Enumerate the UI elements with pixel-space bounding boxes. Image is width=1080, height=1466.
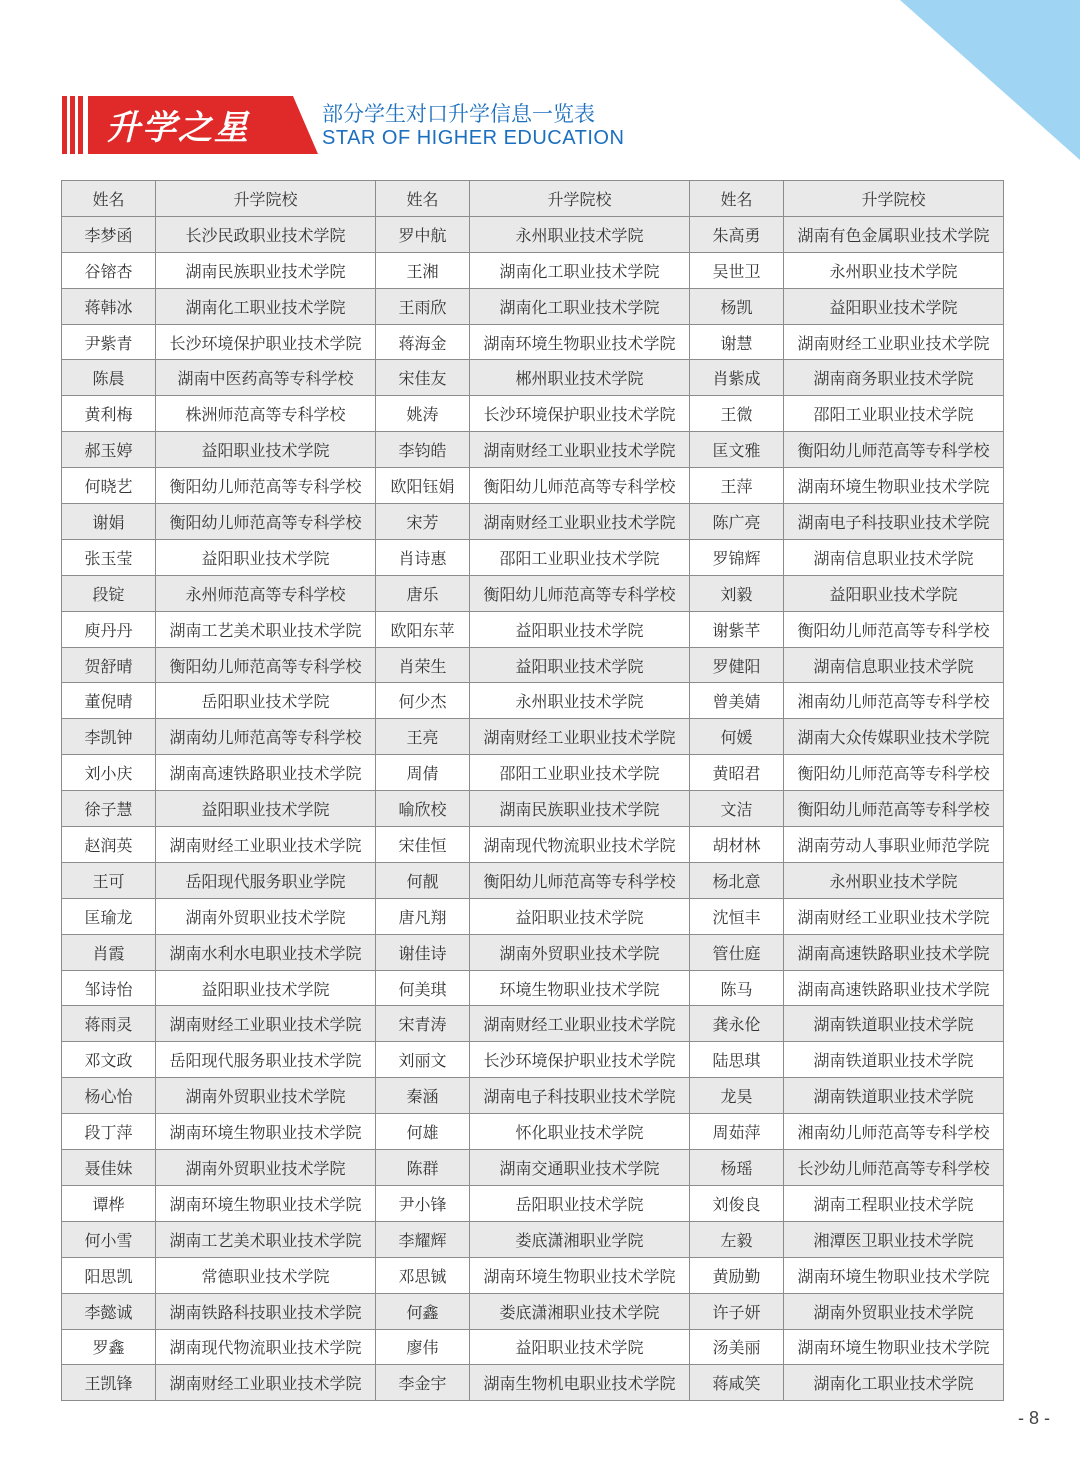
school-name-cell: 永州职业技术学院 bbox=[470, 216, 690, 252]
school-name-cell: 湖南工程职业技术学院 bbox=[784, 1185, 1004, 1221]
school-name-cell: 湖南高速铁路职业技术学院 bbox=[784, 970, 1004, 1006]
student-name-cell: 王亮 bbox=[376, 719, 470, 755]
school-name-cell: 益阳职业技术学院 bbox=[470, 647, 690, 683]
school-name-cell: 株洲师范高等专科学校 bbox=[156, 396, 376, 432]
table-row bbox=[62, 288, 1004, 324]
school-name-cell: 邵阳工业职业技术学院 bbox=[470, 539, 690, 575]
student-name-cell: 王雨欣 bbox=[376, 288, 470, 324]
student-name-cell: 杨心怡 bbox=[62, 1078, 156, 1114]
school-name-cell: 湖南铁道职业技术学院 bbox=[784, 1078, 1004, 1114]
school-name-cell: 郴州职业技术学院 bbox=[470, 360, 690, 396]
table-row bbox=[62, 216, 1004, 252]
school-name-cell: 岳阳现代服务职业学院 bbox=[156, 862, 376, 898]
student-name-cell: 李懿诚 bbox=[62, 1293, 156, 1329]
student-name-cell: 周倩 bbox=[376, 755, 470, 791]
school-name-cell: 衡阳幼儿师范高等专科学校 bbox=[470, 862, 690, 898]
student-name-cell: 何小雪 bbox=[62, 1221, 156, 1257]
student-name-cell: 邹诗怡 bbox=[62, 970, 156, 1006]
school-name-cell: 湖南高速铁路职业技术学院 bbox=[156, 755, 376, 791]
student-name-cell: 匡瑜龙 bbox=[62, 898, 156, 934]
table-row bbox=[62, 1006, 1004, 1042]
student-name-cell: 李钧皓 bbox=[376, 432, 470, 468]
school-name-cell: 湖南财经工业职业技术学院 bbox=[156, 1006, 376, 1042]
student-name-cell: 龚永伦 bbox=[690, 1006, 784, 1042]
school-name-cell: 衡阳幼儿师范高等专科学校 bbox=[784, 432, 1004, 468]
school-name-cell: 湖南环境生物职业技术学院 bbox=[470, 324, 690, 360]
table-row bbox=[62, 432, 1004, 468]
school-name-cell: 益阳职业技术学院 bbox=[156, 791, 376, 827]
school-name-cell: 湖南外贸职业技术学院 bbox=[470, 934, 690, 970]
student-name-cell: 谢慧 bbox=[690, 324, 784, 360]
school-name-cell: 湖南财经工业职业技术学院 bbox=[784, 898, 1004, 934]
school-name-cell: 怀化职业技术学院 bbox=[470, 1114, 690, 1150]
student-name-cell: 何少杰 bbox=[376, 683, 470, 719]
school-name-cell: 湖南财经工业职业技术学院 bbox=[156, 827, 376, 863]
school-name-cell: 湖南铁道职业技术学院 bbox=[784, 1006, 1004, 1042]
admission-table bbox=[61, 180, 1004, 1401]
table-row bbox=[62, 970, 1004, 1006]
student-name-cell: 喻欣校 bbox=[376, 791, 470, 827]
table-row bbox=[62, 1293, 1004, 1329]
school-name-cell: 长沙环境保护职业技术学院 bbox=[470, 1042, 690, 1078]
student-name-cell: 何媛 bbox=[690, 719, 784, 755]
school-name-cell: 益阳职业技术学院 bbox=[156, 432, 376, 468]
student-name-cell: 李耀辉 bbox=[376, 1221, 470, 1257]
student-name-cell: 许子妍 bbox=[690, 1293, 784, 1329]
student-name-cell: 欧阳东苹 bbox=[376, 611, 470, 647]
school-name-cell: 湖南环境生物职业技术学院 bbox=[784, 1329, 1004, 1365]
table-row bbox=[62, 647, 1004, 683]
page-header bbox=[62, 96, 762, 154]
student-name-cell: 何雄 bbox=[376, 1114, 470, 1150]
school-name-cell: 湖南外贸职业技术学院 bbox=[156, 1150, 376, 1186]
school-name-cell: 永州职业技术学院 bbox=[784, 252, 1004, 288]
student-name-cell: 肖紫成 bbox=[690, 360, 784, 396]
school-name-cell: 湖南环境生物职业技术学院 bbox=[784, 468, 1004, 504]
school-name-cell: 岳阳现代服务职业技术学院 bbox=[156, 1042, 376, 1078]
student-name-cell: 李梦函 bbox=[62, 216, 156, 252]
school-name-cell: 湖南铁路科技职业技术学院 bbox=[156, 1293, 376, 1329]
school-name-cell: 益阳职业技术学院 bbox=[470, 898, 690, 934]
student-name-cell: 陈晨 bbox=[62, 360, 156, 396]
table-row bbox=[62, 1042, 1004, 1078]
student-name-cell: 姚涛 bbox=[376, 396, 470, 432]
table-row bbox=[62, 1078, 1004, 1114]
school-name-cell: 湖南工艺美术职业技术学院 bbox=[156, 611, 376, 647]
student-name-cell: 何晓艺 bbox=[62, 468, 156, 504]
school-name-cell: 娄底潇湘职业学院 bbox=[470, 1221, 690, 1257]
school-name-cell: 湖南财经工业职业技术学院 bbox=[470, 719, 690, 755]
student-name-cell: 黄昭君 bbox=[690, 755, 784, 791]
table-row bbox=[62, 898, 1004, 934]
school-name-cell: 衡阳幼儿师范高等专科学校 bbox=[470, 575, 690, 611]
student-name-cell: 李金宇 bbox=[376, 1365, 470, 1401]
school-name-cell: 湖南现代物流职业技术学院 bbox=[156, 1329, 376, 1365]
student-name-cell: 肖荣生 bbox=[376, 647, 470, 683]
school-name-cell: 湖南生物机电职业技术学院 bbox=[470, 1365, 690, 1401]
subtitle-english: STAR OF HIGHER EDUCATION bbox=[322, 127, 625, 149]
red-stripes-decoration bbox=[62, 96, 90, 154]
student-name-cell: 刘毅 bbox=[690, 575, 784, 611]
student-name-cell: 尹紫青 bbox=[62, 324, 156, 360]
student-name-cell: 蒋韩冰 bbox=[62, 288, 156, 324]
table-header-row bbox=[62, 181, 1004, 217]
student-name-cell: 陈马 bbox=[690, 970, 784, 1006]
table-row bbox=[62, 1114, 1004, 1150]
student-name-cell: 赵润英 bbox=[62, 827, 156, 863]
student-name-cell: 刘俊良 bbox=[690, 1185, 784, 1221]
school-name-cell: 岳阳职业技术学院 bbox=[156, 683, 376, 719]
student-name-cell: 匡文雅 bbox=[690, 432, 784, 468]
column-header: 升学院校 bbox=[156, 181, 376, 217]
column-header: 姓名 bbox=[690, 181, 784, 217]
school-name-cell: 湖南交通职业技术学院 bbox=[470, 1150, 690, 1186]
banner-title: 升学之星 bbox=[106, 108, 250, 148]
school-name-cell: 邵阳工业职业技术学院 bbox=[470, 755, 690, 791]
school-name-cell: 长沙环境保护职业技术学院 bbox=[470, 396, 690, 432]
student-name-cell: 罗中航 bbox=[376, 216, 470, 252]
school-name-cell: 湖南商务职业技术学院 bbox=[784, 360, 1004, 396]
student-name-cell: 张玉莹 bbox=[62, 539, 156, 575]
school-name-cell: 湖南电子科技职业技术学院 bbox=[784, 504, 1004, 540]
student-name-cell: 何鑫 bbox=[376, 1293, 470, 1329]
student-name-cell: 罗锦辉 bbox=[690, 539, 784, 575]
corner-decoration bbox=[900, 0, 1080, 160]
student-name-cell: 朱高勇 bbox=[690, 216, 784, 252]
student-name-cell: 庾丹丹 bbox=[62, 611, 156, 647]
student-name-cell: 汤美丽 bbox=[690, 1329, 784, 1365]
column-header: 姓名 bbox=[376, 181, 470, 217]
student-name-cell: 黄利梅 bbox=[62, 396, 156, 432]
school-name-cell: 湖南民族职业技术学院 bbox=[470, 791, 690, 827]
school-name-cell: 湖南外贸职业技术学院 bbox=[156, 1078, 376, 1114]
student-name-cell: 周茹萍 bbox=[690, 1114, 784, 1150]
school-name-cell: 益阳职业技术学院 bbox=[784, 288, 1004, 324]
student-name-cell: 王微 bbox=[690, 396, 784, 432]
student-name-cell: 聂佳妹 bbox=[62, 1150, 156, 1186]
student-name-cell: 秦涵 bbox=[376, 1078, 470, 1114]
table-row bbox=[62, 934, 1004, 970]
student-name-cell: 陈群 bbox=[376, 1150, 470, 1186]
table-row bbox=[62, 683, 1004, 719]
table-row bbox=[62, 719, 1004, 755]
school-name-cell: 益阳职业技术学院 bbox=[784, 575, 1004, 611]
student-name-cell: 何美琪 bbox=[376, 970, 470, 1006]
student-name-cell: 贺舒晴 bbox=[62, 647, 156, 683]
school-name-cell: 湘南幼儿师范高等专科学校 bbox=[784, 1114, 1004, 1150]
school-name-cell: 益阳职业技术学院 bbox=[156, 970, 376, 1006]
student-name-cell: 黄励勤 bbox=[690, 1257, 784, 1293]
school-name-cell: 长沙民政职业技术学院 bbox=[156, 216, 376, 252]
student-name-cell: 蒋咸笑 bbox=[690, 1365, 784, 1401]
student-name-cell: 王可 bbox=[62, 862, 156, 898]
school-name-cell: 常德职业技术学院 bbox=[156, 1257, 376, 1293]
school-name-cell: 湖南信息职业技术学院 bbox=[784, 647, 1004, 683]
school-name-cell: 湖南化工职业技术学院 bbox=[470, 288, 690, 324]
table-row bbox=[62, 1221, 1004, 1257]
student-name-cell: 管仕庭 bbox=[690, 934, 784, 970]
table-row bbox=[62, 1365, 1004, 1401]
student-name-cell: 陈广亮 bbox=[690, 504, 784, 540]
school-name-cell: 湖南水利水电职业技术学院 bbox=[156, 934, 376, 970]
student-name-cell: 唐乐 bbox=[376, 575, 470, 611]
student-name-cell: 刘小庆 bbox=[62, 755, 156, 791]
school-name-cell: 湖南高速铁路职业技术学院 bbox=[784, 934, 1004, 970]
school-name-cell: 湖南化工职业技术学院 bbox=[156, 288, 376, 324]
student-name-cell: 何靓 bbox=[376, 862, 470, 898]
school-name-cell: 湖南幼儿师范高等专科学校 bbox=[156, 719, 376, 755]
student-name-cell: 谢佳诗 bbox=[376, 934, 470, 970]
school-name-cell: 湖南外贸职业技术学院 bbox=[156, 898, 376, 934]
student-name-cell: 王萍 bbox=[690, 468, 784, 504]
student-name-cell: 陆思琪 bbox=[690, 1042, 784, 1078]
table-row bbox=[62, 468, 1004, 504]
student-name-cell: 曾美婧 bbox=[690, 683, 784, 719]
student-name-cell: 宋青涛 bbox=[376, 1006, 470, 1042]
student-name-cell: 段丁萍 bbox=[62, 1114, 156, 1150]
school-name-cell: 湖南化工职业技术学院 bbox=[470, 252, 690, 288]
student-name-cell: 胡材林 bbox=[690, 827, 784, 863]
student-name-cell: 杨北意 bbox=[690, 862, 784, 898]
school-name-cell: 益阳职业技术学院 bbox=[470, 611, 690, 647]
student-name-cell: 阳思凯 bbox=[62, 1257, 156, 1293]
student-name-cell: 宋佳恒 bbox=[376, 827, 470, 863]
table-row bbox=[62, 827, 1004, 863]
school-name-cell: 湖南财经工业职业技术学院 bbox=[470, 1006, 690, 1042]
student-name-cell: 董倪晴 bbox=[62, 683, 156, 719]
student-name-cell: 谷镕杏 bbox=[62, 252, 156, 288]
student-name-cell: 肖霞 bbox=[62, 934, 156, 970]
student-name-cell: 宋佳友 bbox=[376, 360, 470, 396]
table-row bbox=[62, 791, 1004, 827]
school-name-cell: 衡阳幼儿师范高等专科学校 bbox=[156, 468, 376, 504]
student-name-cell: 邓文政 bbox=[62, 1042, 156, 1078]
school-name-cell: 湖南劳动人事职业师范学院 bbox=[784, 827, 1004, 863]
school-name-cell: 湖南现代物流职业技术学院 bbox=[470, 827, 690, 863]
school-name-cell: 衡阳幼儿师范高等专科学校 bbox=[470, 468, 690, 504]
student-name-cell: 蒋海金 bbox=[376, 324, 470, 360]
table-row bbox=[62, 1257, 1004, 1293]
school-name-cell: 湖南财经工业职业技术学院 bbox=[156, 1365, 376, 1401]
student-name-cell: 段锭 bbox=[62, 575, 156, 611]
table-row bbox=[62, 504, 1004, 540]
school-name-cell: 湖南信息职业技术学院 bbox=[784, 539, 1004, 575]
student-name-cell: 罗健阳 bbox=[690, 647, 784, 683]
school-name-cell: 永州职业技术学院 bbox=[470, 683, 690, 719]
student-name-cell: 王凯锋 bbox=[62, 1365, 156, 1401]
student-name-cell: 王湘 bbox=[376, 252, 470, 288]
school-name-cell: 湖南财经工业职业技术学院 bbox=[784, 324, 1004, 360]
school-name-cell: 湖南有色金属职业技术学院 bbox=[784, 216, 1004, 252]
student-name-cell: 欧阳钰娟 bbox=[376, 468, 470, 504]
column-header: 姓名 bbox=[62, 181, 156, 217]
student-name-cell: 罗鑫 bbox=[62, 1329, 156, 1365]
student-name-cell: 肖诗惠 bbox=[376, 539, 470, 575]
school-name-cell: 益阳职业技术学院 bbox=[470, 1329, 690, 1365]
school-name-cell: 邵阳工业职业技术学院 bbox=[784, 396, 1004, 432]
school-name-cell: 湘南幼儿师范高等专科学校 bbox=[784, 683, 1004, 719]
school-name-cell: 衡阳幼儿师范高等专科学校 bbox=[784, 755, 1004, 791]
table-row bbox=[62, 539, 1004, 575]
school-name-cell: 湖南环境生物职业技术学院 bbox=[470, 1257, 690, 1293]
school-name-cell: 湖南铁道职业技术学院 bbox=[784, 1042, 1004, 1078]
school-name-cell: 湖南电子科技职业技术学院 bbox=[470, 1078, 690, 1114]
student-name-cell: 杨瑶 bbox=[690, 1150, 784, 1186]
school-name-cell: 湖南财经工业职业技术学院 bbox=[470, 432, 690, 468]
table-row bbox=[62, 1329, 1004, 1365]
school-name-cell: 衡阳幼儿师范高等专科学校 bbox=[784, 791, 1004, 827]
column-header: 升学院校 bbox=[470, 181, 690, 217]
student-name-cell: 杨凯 bbox=[690, 288, 784, 324]
student-name-cell: 李凯钟 bbox=[62, 719, 156, 755]
subtitle-chinese: 部分学生对口升学信息一览表 bbox=[322, 102, 595, 126]
table-row bbox=[62, 862, 1004, 898]
school-name-cell: 永州职业技术学院 bbox=[784, 862, 1004, 898]
school-name-cell: 长沙环境保护职业技术学院 bbox=[156, 324, 376, 360]
school-name-cell: 岳阳职业技术学院 bbox=[470, 1185, 690, 1221]
page-number: - 8 - bbox=[1017, 1408, 1050, 1428]
school-name-cell: 湖南工艺美术职业技术学院 bbox=[156, 1221, 376, 1257]
student-name-cell: 郝玉婷 bbox=[62, 432, 156, 468]
table-row bbox=[62, 396, 1004, 432]
table-row bbox=[62, 1185, 1004, 1221]
student-name-cell: 廖伟 bbox=[376, 1329, 470, 1365]
school-name-cell: 衡阳幼儿师范高等专科学校 bbox=[784, 611, 1004, 647]
student-name-cell: 谭桦 bbox=[62, 1185, 156, 1221]
school-name-cell: 湖南中医药高等专科学校 bbox=[156, 360, 376, 396]
table-row bbox=[62, 755, 1004, 791]
school-name-cell: 湖南财经工业职业技术学院 bbox=[470, 504, 690, 540]
table-row bbox=[62, 1150, 1004, 1186]
student-name-cell: 吴世卫 bbox=[690, 252, 784, 288]
school-name-cell: 湖南大众传媒职业技术学院 bbox=[784, 719, 1004, 755]
table-row bbox=[62, 611, 1004, 647]
school-name-cell: 湖南环境生物职业技术学院 bbox=[156, 1185, 376, 1221]
school-name-cell: 衡阳幼儿师范高等专科学校 bbox=[156, 504, 376, 540]
student-name-cell: 徐子慧 bbox=[62, 791, 156, 827]
student-name-cell: 刘丽文 bbox=[376, 1042, 470, 1078]
school-name-cell: 益阳职业技术学院 bbox=[156, 539, 376, 575]
table-row bbox=[62, 324, 1004, 360]
table-row bbox=[62, 360, 1004, 396]
school-name-cell: 湖南民族职业技术学院 bbox=[156, 252, 376, 288]
student-name-cell: 谢娟 bbox=[62, 504, 156, 540]
school-name-cell: 环境生物职业技术学院 bbox=[470, 970, 690, 1006]
student-name-cell: 蒋雨灵 bbox=[62, 1006, 156, 1042]
student-name-cell: 谢紫芊 bbox=[690, 611, 784, 647]
student-name-cell: 尹小锋 bbox=[376, 1185, 470, 1221]
school-name-cell: 衡阳幼儿师范高等专科学校 bbox=[156, 647, 376, 683]
school-name-cell: 娄底潇湘职业技术学院 bbox=[470, 1293, 690, 1329]
student-name-cell: 龙昊 bbox=[690, 1078, 784, 1114]
school-name-cell: 湖南化工职业技术学院 bbox=[784, 1365, 1004, 1401]
school-name-cell: 长沙幼儿师范高等专科学校 bbox=[784, 1150, 1004, 1186]
table-row bbox=[62, 252, 1004, 288]
student-name-cell: 文洁 bbox=[690, 791, 784, 827]
column-header: 升学院校 bbox=[784, 181, 1004, 217]
table-row bbox=[62, 575, 1004, 611]
school-name-cell: 湖南环境生物职业技术学院 bbox=[156, 1114, 376, 1150]
student-name-cell: 左毅 bbox=[690, 1221, 784, 1257]
student-name-cell: 邓思铖 bbox=[376, 1257, 470, 1293]
school-name-cell: 湘潭医卫职业技术学院 bbox=[784, 1221, 1004, 1257]
student-name-cell: 唐凡翔 bbox=[376, 898, 470, 934]
student-name-cell: 宋芳 bbox=[376, 504, 470, 540]
student-name-cell: 沈恒丰 bbox=[690, 898, 784, 934]
school-name-cell: 永州师范高等专科学校 bbox=[156, 575, 376, 611]
school-name-cell: 湖南环境生物职业技术学院 bbox=[784, 1257, 1004, 1293]
school-name-cell: 湖南外贸职业技术学院 bbox=[784, 1293, 1004, 1329]
